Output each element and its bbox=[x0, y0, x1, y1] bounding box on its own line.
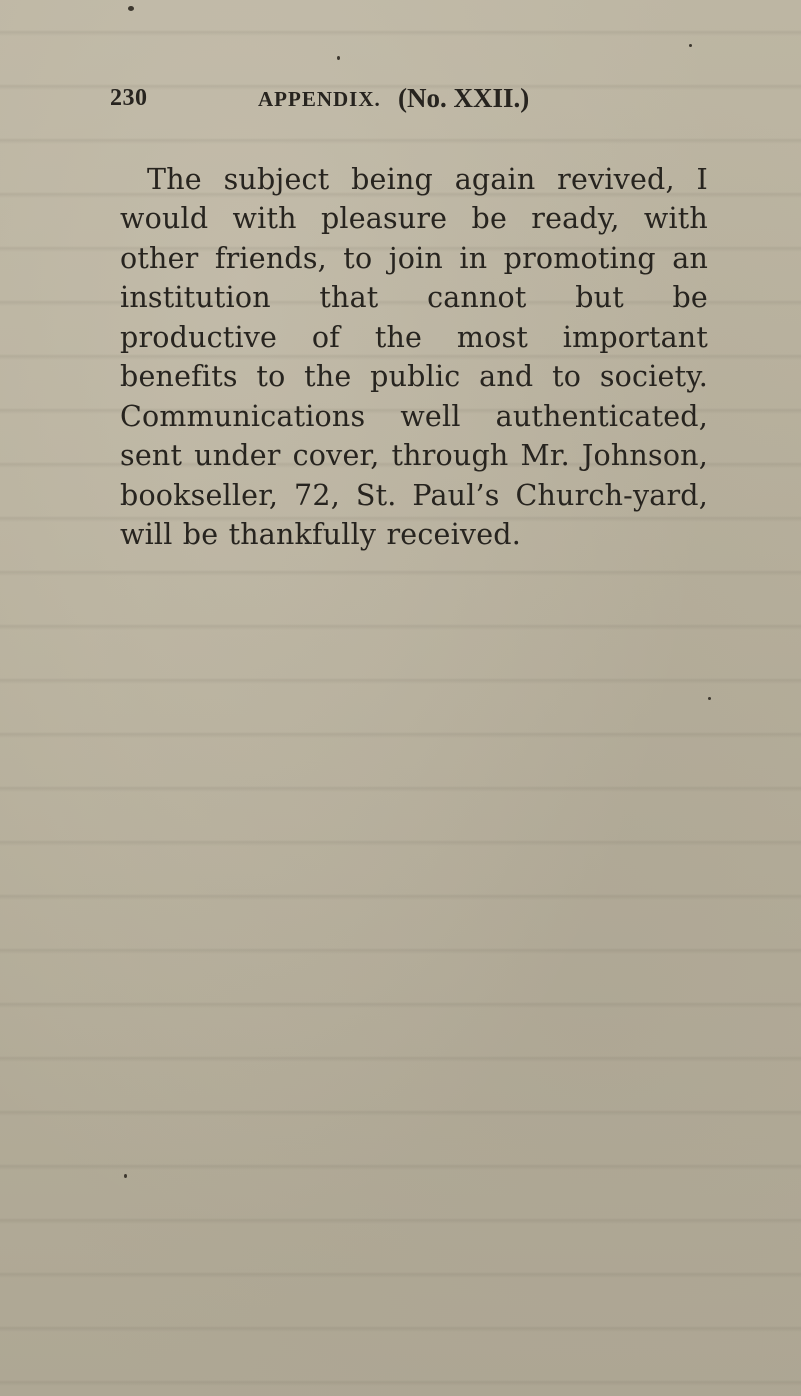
body-paragraph: The subject being again revived, I would with pleasure be ready, with other friends, to join in promoting an institution that cannot but be productive of the most important benefits to the public and to society. Communications well authenticated, sent under cover, through Mr. Johnson, bookseller, 72, St. Paul’s Church-yard, will be thankfully received. bbox=[120, 162, 708, 551]
page-number: 230 bbox=[110, 85, 148, 111]
page-header bbox=[110, 83, 610, 123]
paper-speck bbox=[128, 6, 134, 11]
paper-speck bbox=[124, 1174, 127, 1178]
paper-speck bbox=[708, 697, 711, 700]
section-number: (No. XXII.) bbox=[398, 83, 530, 113]
paper-speck bbox=[689, 44, 692, 47]
paper-speck bbox=[337, 56, 340, 60]
running-head: APPENDIX. bbox=[258, 87, 381, 111]
